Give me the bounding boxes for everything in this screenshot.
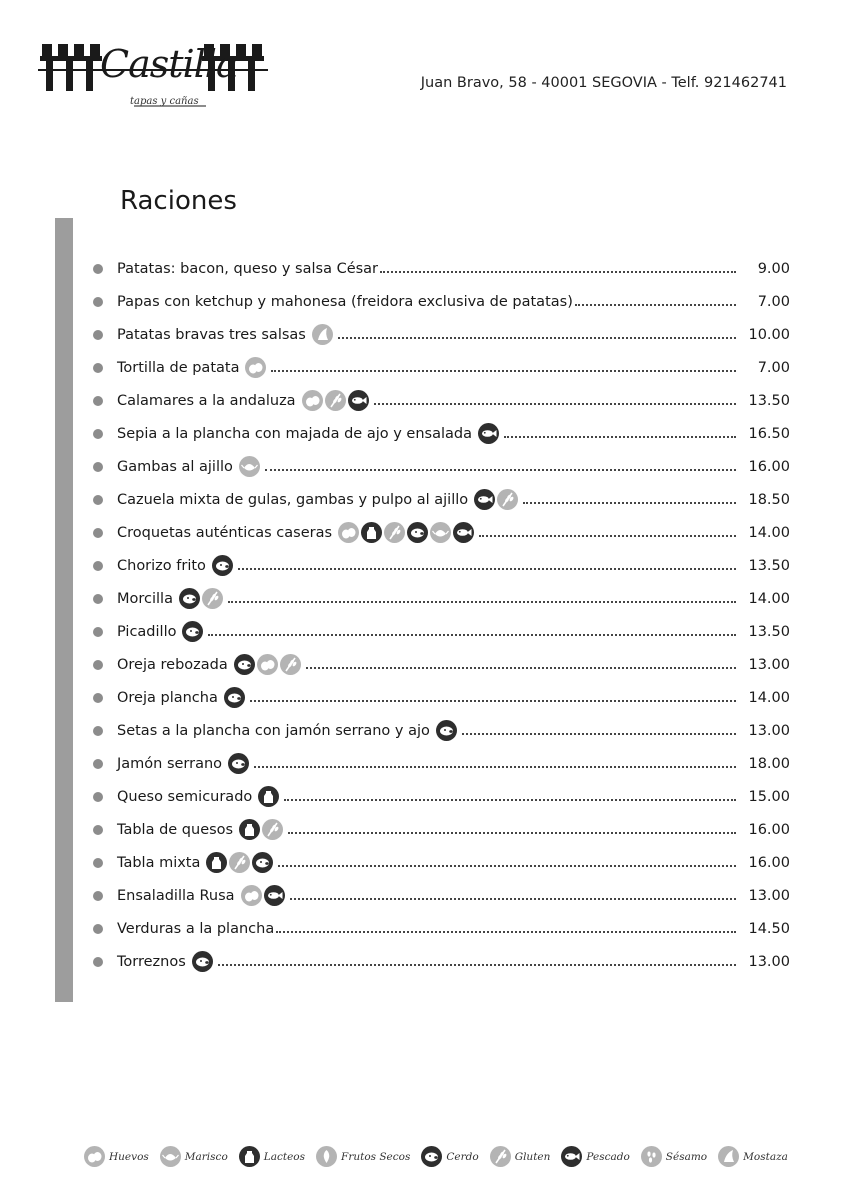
bullet-icon <box>93 957 103 967</box>
bullet-icon <box>93 462 103 472</box>
bullet-icon <box>93 594 103 604</box>
allergen-icons <box>228 753 249 774</box>
bullet-icon <box>93 792 103 802</box>
bullet-icon <box>93 825 103 835</box>
menu-item-name: Oreja plancha <box>117 689 218 706</box>
sesamo-icon <box>641 1146 662 1167</box>
menu-item-name: Jamón serrano <box>117 755 223 772</box>
menu-item-price: 13.50 <box>748 623 790 640</box>
logo-name: Castilla <box>100 42 238 86</box>
legend-item-pescado <box>561 1146 629 1167</box>
menu-item <box>90 483 790 516</box>
menu-item-price: 9.00 <box>757 260 790 277</box>
menu-item-name: Chorizo frito <box>117 557 206 574</box>
legend-item-mostaza <box>718 1146 788 1167</box>
dot-leader <box>462 733 736 735</box>
bullet-icon <box>93 759 103 769</box>
menu-item-price: 13.00 <box>748 656 790 673</box>
cerdo-icon <box>421 1146 442 1167</box>
menu-item-price: 18.00 <box>748 755 790 772</box>
gluten-icon <box>262 819 283 840</box>
pescado-icon <box>478 423 499 444</box>
marisco-icon <box>430 522 451 543</box>
bullet-icon <box>93 396 103 406</box>
dot-leader <box>271 370 736 372</box>
menu-item <box>90 681 790 714</box>
gluten-icon <box>229 852 250 873</box>
pescado-icon <box>453 522 474 543</box>
huevos-icon <box>245 357 266 378</box>
allergen-icons <box>436 720 457 741</box>
legend-item-marisco <box>160 1146 228 1167</box>
menu-item <box>90 252 790 285</box>
dot-leader <box>254 766 736 768</box>
menu-item-name: Patatas bravas tres salsas <box>117 326 306 343</box>
legend-item-huevos <box>84 1146 149 1167</box>
menu-item-name: Queso semicurado <box>117 788 253 805</box>
pescado-icon <box>348 390 369 411</box>
menu-item-name: Oreja rebozada <box>117 656 228 673</box>
legend-label: Mostaza <box>743 1150 788 1163</box>
menu-item <box>90 351 790 384</box>
menu-item <box>90 780 790 813</box>
legend-item-cerdo <box>421 1146 478 1167</box>
menu-item-name: Papas con ketchup y mahonesa (freidora exclusiva de patatas) <box>117 293 573 310</box>
bullet-icon <box>93 264 103 274</box>
bullet-icon <box>93 693 103 703</box>
section-title: Raciones <box>120 186 237 216</box>
decorative-sidebar-bar <box>55 218 73 1002</box>
bullet-icon <box>93 495 103 505</box>
legend-item-gluten <box>490 1146 551 1167</box>
cerdo-icon <box>192 951 213 972</box>
allergen-icons <box>179 588 223 609</box>
menu-item-name: Sepia a la plancha con majada de ajo y ensalada <box>117 425 472 442</box>
menu-item-name: Gambas al ajillo <box>117 458 233 475</box>
dot-leader <box>276 931 736 933</box>
menu-item-name: Picadillo <box>117 623 177 640</box>
dot-leader <box>338 337 736 339</box>
bullet-icon <box>93 891 103 901</box>
frutos-secos-icon <box>316 1146 337 1167</box>
gluten-icon <box>202 588 223 609</box>
menu-item <box>90 285 790 318</box>
allergen-icons <box>239 456 260 477</box>
gluten-icon <box>325 390 346 411</box>
allergen-icons <box>338 522 474 543</box>
dot-leader <box>250 700 736 702</box>
menu-item-price: 13.00 <box>748 953 790 970</box>
menu-item-name: Patatas: bacon, queso y salsa César <box>117 260 379 277</box>
bullet-icon <box>93 330 103 340</box>
menu-item-price: 16.00 <box>748 854 790 871</box>
lacteos-icon <box>239 1146 260 1167</box>
menu-item <box>90 813 790 846</box>
menu-item-price: 7.00 <box>757 359 790 376</box>
lacteos-icon <box>239 819 260 840</box>
menu-item <box>90 714 790 747</box>
allergen-icons <box>224 687 245 708</box>
bullet-icon <box>93 528 103 538</box>
allergen-icons <box>241 885 285 906</box>
allergen-icons <box>212 555 233 576</box>
gluten-icon <box>384 522 405 543</box>
cerdo-icon <box>224 687 245 708</box>
menu-item <box>90 648 790 681</box>
dot-leader <box>290 898 736 900</box>
cerdo-icon <box>436 720 457 741</box>
bullet-icon <box>93 297 103 307</box>
menu-item-name: Verduras a la plancha <box>117 920 275 937</box>
allergen-icons <box>474 489 518 510</box>
menu-item <box>90 549 790 582</box>
menu-item-name: Torreznos <box>117 953 186 970</box>
huevos-icon <box>338 522 359 543</box>
legend-item-sesamo <box>641 1146 707 1167</box>
legend-label: Cerdo <box>446 1150 479 1163</box>
menu-item-price: 13.50 <box>748 392 790 409</box>
allergen-icons <box>182 621 203 642</box>
dot-leader <box>218 964 736 966</box>
marisco-icon <box>160 1146 181 1167</box>
menu-item <box>90 582 790 615</box>
menu-item-name: Tortilla de patata <box>117 359 240 376</box>
gluten-icon <box>490 1146 511 1167</box>
menu-item-price: 13.00 <box>748 887 790 904</box>
allergen-icons <box>245 357 266 378</box>
dot-leader <box>278 865 736 867</box>
menu-item-price: 7.00 <box>757 293 790 310</box>
marisco-icon <box>239 456 260 477</box>
castilla-logo <box>38 36 268 126</box>
cerdo-icon <box>179 588 200 609</box>
menu-item <box>90 846 790 879</box>
menu-item-name: Tabla de quesos <box>117 821 234 838</box>
dot-leader <box>288 832 736 834</box>
bullet-icon <box>93 858 103 868</box>
bullet-icon <box>93 561 103 571</box>
dot-leader <box>208 634 736 636</box>
menu-item-price: 13.50 <box>748 557 790 574</box>
lacteos-icon <box>206 852 227 873</box>
menu-item-price: 15.00 <box>748 788 790 805</box>
cerdo-icon <box>234 654 255 675</box>
cerdo-icon <box>407 522 428 543</box>
cerdo-icon <box>228 753 249 774</box>
cerdo-icon <box>212 555 233 576</box>
allergen-icons <box>206 852 273 873</box>
bullet-icon <box>93 429 103 439</box>
dot-leader <box>575 304 736 306</box>
dot-leader <box>374 403 736 405</box>
restaurant-address: Juan Bravo, 58 - 40001 SEGOVIA - Telf. 921462741 <box>420 75 787 91</box>
gluten-icon <box>280 654 301 675</box>
pescado-icon <box>474 489 495 510</box>
huevos-icon <box>241 885 262 906</box>
dot-leader <box>479 535 736 537</box>
allergen-legend <box>84 1146 799 1167</box>
bullet-icon <box>93 726 103 736</box>
mostaza-icon <box>312 324 333 345</box>
dot-leader <box>265 469 736 471</box>
bullet-icon <box>93 627 103 637</box>
menu-item-name: Croquetas auténticas caseras <box>117 524 333 541</box>
menu-item-price: 14.50 <box>748 920 790 937</box>
dot-leader <box>523 502 736 504</box>
mostaza-icon <box>718 1146 739 1167</box>
bullet-icon <box>93 660 103 670</box>
dot-leader <box>238 568 736 570</box>
menu-item-name: Tabla mixta <box>117 854 201 871</box>
dot-leader <box>380 271 736 273</box>
allergen-icons <box>478 423 499 444</box>
legend-label: Sésamo <box>665 1150 708 1163</box>
cerdo-icon <box>252 852 273 873</box>
legend-label: Lacteos <box>263 1150 306 1163</box>
dot-leader <box>504 436 736 438</box>
allergen-icons <box>239 819 283 840</box>
huevos-icon <box>84 1146 105 1167</box>
menu-item <box>90 417 790 450</box>
legend-item-lacteos <box>239 1146 305 1167</box>
huevos-icon <box>257 654 278 675</box>
legend-item-frutos-secos <box>316 1146 410 1167</box>
legend-label: Frutos Secos <box>341 1150 411 1163</box>
menu-item-price: 18.50 <box>748 491 790 508</box>
menu-item <box>90 945 790 978</box>
menu-item-price: 16.00 <box>748 458 790 475</box>
legend-label: Huevos <box>109 1150 149 1163</box>
menu-item <box>90 318 790 351</box>
menu-item-price: 13.00 <box>748 722 790 739</box>
huevos-icon <box>302 390 323 411</box>
menu-item <box>90 747 790 780</box>
lacteos-icon <box>258 786 279 807</box>
dot-leader <box>306 667 736 669</box>
menu-item-name: Setas a la plancha con jamón serrano y ajo <box>117 722 430 739</box>
menu-item <box>90 879 790 912</box>
legend-label: Pescado <box>586 1150 630 1163</box>
menu-item-price: 16.50 <box>748 425 790 442</box>
dot-leader <box>284 799 736 801</box>
allergen-icons <box>192 951 213 972</box>
dot-leader <box>228 601 736 603</box>
menu-item-name: Calamares a la andaluza <box>117 392 296 409</box>
menu-item-price: 10.00 <box>748 326 790 343</box>
menu-list <box>90 252 790 978</box>
menu-item <box>90 912 790 945</box>
allergen-icons <box>258 786 279 807</box>
menu-item <box>90 384 790 417</box>
lacteos-icon <box>361 522 382 543</box>
menu-item <box>90 615 790 648</box>
cerdo-icon <box>182 621 203 642</box>
allergen-icons <box>234 654 301 675</box>
menu-item-price: 16.00 <box>748 821 790 838</box>
bullet-icon <box>93 363 103 373</box>
menu-item-price: 14.00 <box>748 524 790 541</box>
bullet-icon <box>93 924 103 934</box>
legend-label: Gluten <box>514 1150 551 1163</box>
menu-item-name: Ensaladilla Rusa <box>117 887 235 904</box>
pescado-icon <box>561 1146 582 1167</box>
menu-item <box>90 450 790 483</box>
legend-label: Marisco <box>184 1150 228 1163</box>
allergen-icons <box>312 324 333 345</box>
allergen-icons <box>302 390 369 411</box>
pescado-icon <box>264 885 285 906</box>
menu-item <box>90 516 790 549</box>
gluten-icon <box>497 489 518 510</box>
menu-item-price: 14.00 <box>748 689 790 706</box>
menu-item-name: Cazuela mixta de gulas, gambas y pulpo al ajillo <box>117 491 469 508</box>
menu-item-price: 14.00 <box>748 590 790 607</box>
menu-item-name: Morcilla <box>117 590 173 607</box>
logo-tagline: tapas y cañas <box>130 96 199 107</box>
